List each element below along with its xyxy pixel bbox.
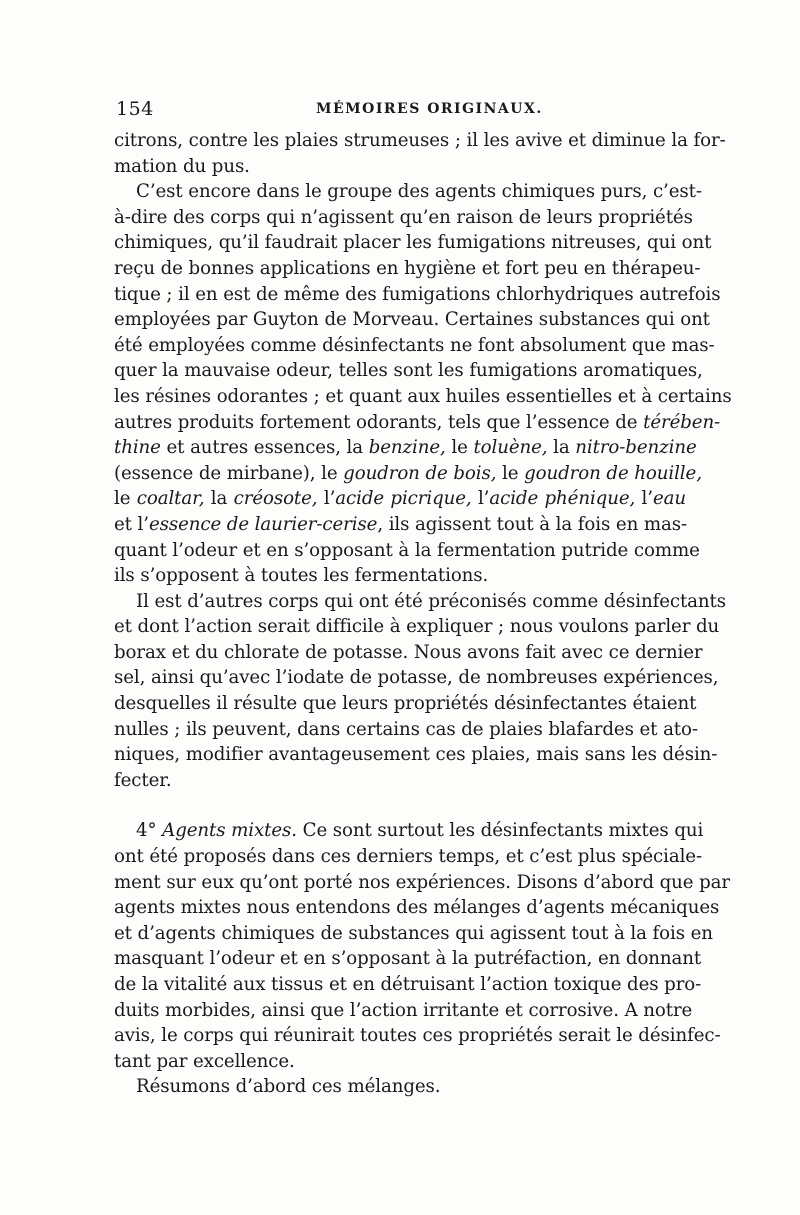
text-line: les résines odorantes ; et quant aux huiles essentielles et à certains	[114, 385, 732, 407]
text-line: ils s’opposent à toutes les fermentations.	[114, 565, 489, 587]
text-line: masquant l’odeur et en s’opposant à la putréfaction, en donnant	[114, 948, 702, 970]
text-line: duits morbides, ainsi que l’action irritante et corrosive. A notre	[114, 999, 693, 1021]
text-line: reçu de bonnes applications en hygiène et fort peu en thérapeu-	[114, 257, 701, 279]
text-line: sel, ainsi qu’avec l’iodate de potasse, de nombreuses expériences,	[114, 667, 719, 689]
text-line: à-dire des corps qui n’agissent qu’en raison de leurs propriétés	[114, 206, 693, 228]
text-run: le	[496, 462, 525, 484]
text-line: quant l’odeur et en s’opposant à la fermentation putride comme	[114, 539, 700, 561]
text-line: quer la mauvaise odeur, telles sont les fumigations aromatiques,	[114, 360, 703, 382]
text-line: été employées comme désinfectants ne font absolument que mas-	[114, 334, 715, 356]
italic-term: thine	[114, 437, 161, 459]
body-text	[114, 128, 732, 1100]
text-line: borax et du chlorate de potasse. Nous avons fait avec ce dernier	[114, 641, 703, 663]
text-line: et dont l’action serait difficile à expliquer ; nous voulons parler du	[114, 616, 720, 638]
italic-term: essence de laurier-cerise	[148, 513, 378, 535]
text-line: et d’agents chimiques de substances qui agissent tout à la fois en	[114, 922, 713, 944]
text-line: chimiques, qu’il faudrait placer les fumigations nitreuses, qui ont	[114, 232, 712, 254]
text-line	[114, 410, 721, 436]
italic-term: goudron de bois,	[343, 462, 497, 484]
running-title: MÉMOIRES ORIGINAUX.	[316, 101, 543, 117]
italic-term: toluène,	[473, 437, 548, 459]
text-run: le	[445, 437, 474, 459]
text-run: la	[547, 437, 576, 459]
text-line: nulles ; ils peuvent, dans certains cas de plaies blafardes et ato-	[114, 718, 698, 740]
text-line: avis, le corps qui réunirait toutes ces propriétés serait le désinfec-	[114, 1025, 721, 1047]
text-run: et l’	[114, 513, 149, 535]
text-run: , ils agissent tout à la fois en mas-	[377, 513, 688, 535]
italic-term: térében-	[643, 411, 721, 433]
text-line: Il est d’autres corps qui ont été préconisés comme désinfectants	[136, 590, 726, 612]
italic-term: acide picrique,	[335, 488, 472, 510]
text-run: Ce sont surtout les désinfectants mixtes qui	[296, 820, 704, 842]
text-line	[114, 461, 702, 487]
text-run: autres produits fortement odorants, tels que l’essence de	[114, 411, 644, 433]
italic-term: acide phénique,	[489, 488, 636, 510]
text-run: l’	[635, 488, 653, 510]
text-line: ont été proposés dans ces derniers temps, et c’est plus spéciale-	[114, 846, 703, 868]
text-run: l’	[471, 488, 490, 510]
text-line: agents mixtes nous entendons des mélanges d’agents mécaniques	[114, 897, 720, 919]
text-line	[114, 486, 686, 512]
text-run: le	[114, 488, 137, 510]
text-line: ment sur eux qu’ont porté nos expériences. Disons d’abord que par	[114, 871, 730, 893]
text-line	[114, 435, 697, 461]
italic-term: nitro-benzine	[575, 437, 697, 459]
text-line: citrons, contre les plaies strumeuses ; il les avive et diminue la for-	[114, 130, 726, 151]
section-title: Agents mixtes.	[162, 820, 297, 842]
text-run: (essence de mirbane), le	[114, 462, 344, 484]
text-line	[114, 512, 686, 538]
text-line: niques, modifier avantageusement ces plaies, mais sans les désin-	[114, 744, 718, 766]
text-run: et autres essences, la	[160, 437, 369, 459]
paragraph-gap	[114, 793, 686, 818]
text-line: de la vitalité aux tissus et en détruisant l’action toxique des pro-	[114, 974, 702, 995]
text-run: l’	[317, 488, 336, 510]
text-line: fecter.	[114, 769, 172, 791]
text-line: mation du pus.	[114, 155, 250, 177]
text-line: Résumons d’abord ces mélanges.	[136, 1076, 441, 1098]
text-line: tique ; il en est de même des fumigations chlorhydriques autrefois	[114, 283, 721, 305]
italic-term: benzine,	[368, 437, 446, 459]
italic-term: eau	[652, 488, 686, 510]
italic-term: coaltar,	[136, 488, 205, 510]
text-line: tant par excellence.	[114, 1050, 295, 1072]
text-line: desquelles il résulte que leurs propriétés désinfectantes étaient	[114, 693, 697, 715]
text-line: employées par Guyton de Morveau. Certaines substances qui ont	[114, 309, 710, 331]
running-head	[116, 98, 686, 120]
section-number: 4°	[136, 820, 163, 842]
text-line: C’est encore dans le groupe des agents chimiques purs, c’est-	[136, 181, 702, 203]
italic-term: goudron de houille,	[524, 462, 702, 484]
page-number: 154	[116, 98, 154, 120]
section-heading-line	[114, 818, 704, 844]
text-run: la	[204, 488, 234, 510]
italic-term: créosote,	[233, 488, 318, 510]
